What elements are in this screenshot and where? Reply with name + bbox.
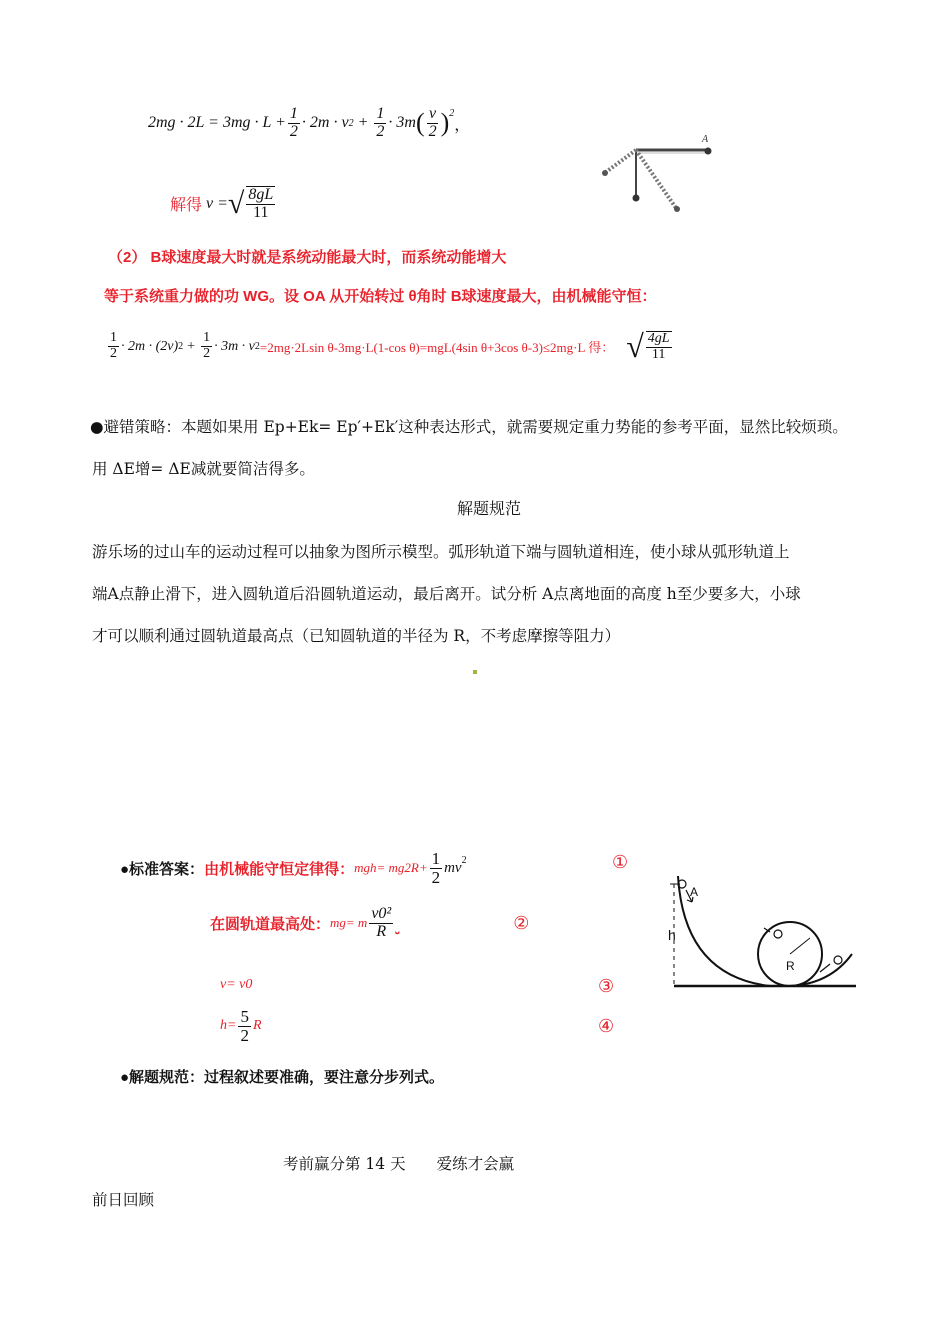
figure2-label-a: A: [690, 885, 699, 899]
problem-line1: 游乐场的过山车的运动过程可以抽象为图所示模型。弧形轨道下端与圆轨道相连，使小球从弧形轨道上: [92, 543, 790, 561]
part2-equation: $\frac{1}{2}$ · 2m · (2v) 2 + $\frac{1}{2}$ · 3m · v 2 =2mg·2Lsin θ-3mg·L(1-cos θ)=mgL(4sin θ+3cos θ-3)≤2mg·L 得： √ $\frac{4gL}{11}$: [110, 328, 670, 364]
answer-step1: ●标准答案： 由机械能守恒定律得： mgh= mg2R+ $\frac{1}{2}$ mv $^2$: [120, 849, 467, 887]
figure2-label-h: h: [668, 927, 676, 943]
eq1-half-a: $\frac{1}{2}$: [289, 105, 298, 140]
problem-line3: 才可以顺利通过圆轨道最高点（已知圆轨道的半径为 R，不考虑摩擦等阻力）: [92, 627, 621, 645]
answer-step3: v= v0: [220, 977, 253, 992]
part2-equation-red: =2mg·2Lsin θ-3mg·L(1-cos θ)=mgL(4sin θ+3cos θ-3)≤2mg·L 得：: [259, 340, 615, 355]
figure2-label-r: R: [786, 959, 795, 973]
solve-label: 解得: [170, 197, 203, 215]
answer-step4: h= $\frac{5}{2}$ R: [220, 1007, 262, 1045]
problem-line2: 端A点静止滑下，进入圆轨道后沿圆轨道运动，最后离开。试分析 A点离地面的高度 h至少要多大，小球: [92, 585, 801, 603]
eq1-lhs: 2mg · 2L = 3mg · L +: [148, 114, 286, 132]
part2-root-fraction: $\frac{4gL}{11}$: [647, 330, 670, 362]
rod-apparatus-figure: [596, 130, 726, 220]
eq1-comma: ，: [454, 116, 471, 134]
solve-fraction: $\frac{8gL}{11}$: [248, 186, 274, 221]
section-title: 解题规范: [457, 499, 522, 518]
eq1-v-over-2: $\frac{v}{2}$: [428, 105, 437, 140]
loop-track-figure: [660, 868, 860, 993]
answer-norm: ●解题规范：过程叙述要准确，要注意分步列式。: [120, 1069, 445, 1086]
strategy-line1: ●避错策略：本题如果用 Ep+Ek= Ep′+Ek′这种表达形式，就需要规定重力势能的参考平面，显然比较烦琐。: [90, 418, 848, 436]
answer-num-3: ③: [598, 976, 615, 997]
figure1-label-a: A: [702, 134, 709, 145]
eq1-term3: · 3m: [388, 114, 416, 132]
answer-num-4: ④: [598, 1016, 615, 1037]
energy-equation-1: 2mg · 2L = 3mg · L + $\frac{1}{2}$ · 2m · v 2 + $\frac{1}{2}$ · 3m ( $\frac{v}{2}$ ) $^2$ ，: [148, 105, 471, 140]
answer-num-2: ②: [513, 912, 530, 933]
part2-line2: 等于系统重力做的功 WG。设 OA 从开始转过 θ角时 B球速度最大，由机械能守恒：: [104, 288, 657, 305]
eq1-half-b: $\frac{1}{2}$: [376, 105, 385, 140]
answer-num-1: ①: [612, 852, 629, 873]
small-dot: [473, 670, 477, 674]
answer-label: ●标准答案：: [120, 860, 205, 878]
strategy-line2: 用 ΔE增= ΔE减就要简洁得多。: [92, 460, 315, 478]
day-title: 考前赢分第 14 天 爱练才会赢: [283, 1155, 515, 1173]
solve-result-1: 解得 v = √ $\frac{8gL}{11}$: [170, 186, 274, 221]
eq1-term2: · 2m · v: [301, 114, 349, 132]
solve-lhs: v =: [206, 194, 228, 212]
previous-day-review: 前日回顾: [92, 1191, 155, 1209]
part2-line1: （2） B球速度最大时就是系统动能最大时，而系统动能增大: [108, 249, 507, 266]
eq1-plus: +: [353, 114, 373, 132]
answer-step2: 在圆轨道最高处： mg= m $\frac{\text{v0²}}{R}$ ②: [210, 905, 530, 940]
